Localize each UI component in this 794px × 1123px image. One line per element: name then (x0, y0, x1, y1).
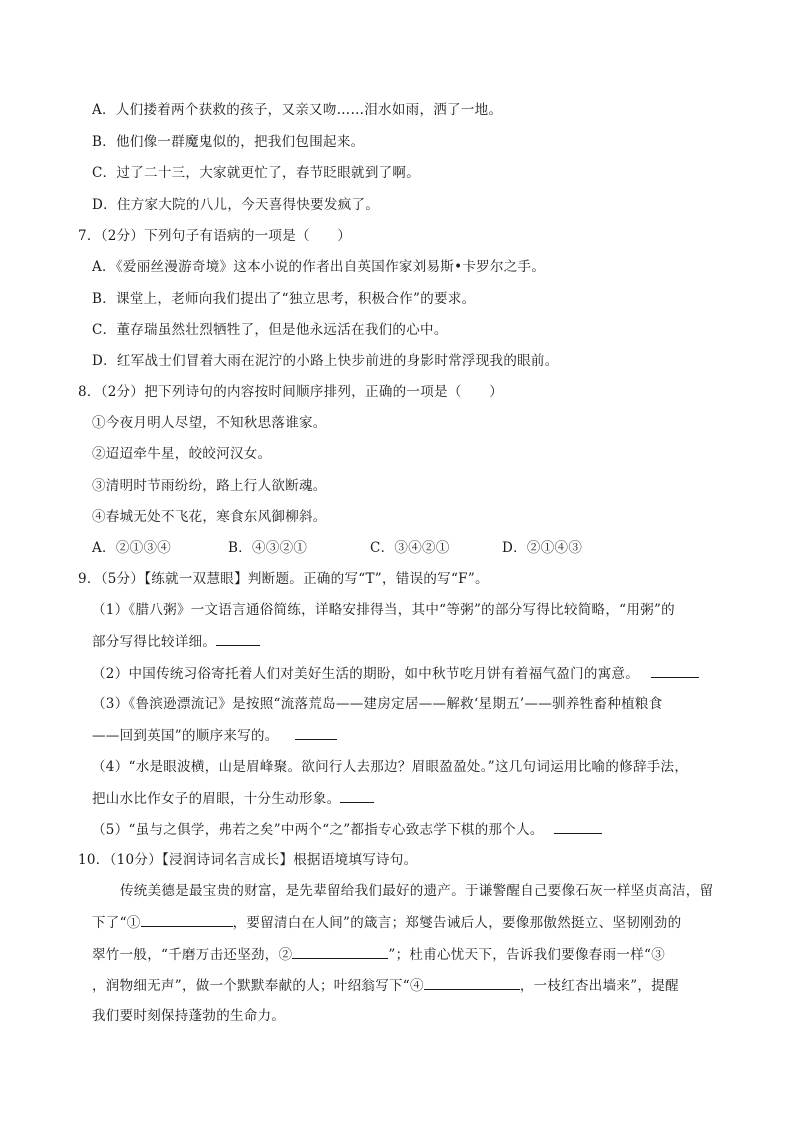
q10-blank-2[interactable] (292, 945, 388, 959)
q10-blank-1[interactable] (141, 913, 233, 927)
q10-text-3a: 翠竹一般，“千磨万击还坚劲，② (92, 947, 293, 963)
q6-option-b: B．他们像一群魔鬼似的，把我们包围起来。 (92, 134, 365, 150)
q9-item-2 (92, 664, 699, 683)
q7-option-d: D．红军战士们冒着大雨在泥泞的小路上快步前进的身影时常浮现我的眼前。 (92, 353, 559, 369)
q9-item-2-text: （2）中国传统习俗寄托着人们对美好生活的期盼，如中秋节吃月饼有着福气盈门的寓意。 (92, 666, 640, 682)
q10-paragraph-line-4 (92, 976, 679, 995)
q6-option-d: D．住方家大院的八儿，今天喜得快要发疯了。 (92, 197, 380, 213)
q8-choice-a: A．②①③④ (92, 540, 172, 556)
q8-stem: 8．（2分）把下列诗句的内容按时间顺序排列，正确的一项是（ ） (78, 384, 504, 400)
q10-text-4b: ，一枝红杏出墙来”，提醒 (519, 978, 679, 994)
q8-choices (92, 539, 582, 557)
q10-paragraph-line-2 (92, 913, 681, 932)
q10-paragraph-line-1: 传统美德是最宝贵的财富，是先辈留给我们最好的遗产。于谦警醒自己要像石灰一样坚贞高洁，留 (120, 883, 714, 899)
q9-answer-4-blank[interactable] (340, 789, 374, 803)
q6-option-a: A．人们搂着两个获救的孩子，又亲又吻……泪水如雨，洒了一地。 (92, 102, 503, 118)
q8-choice-c: C．③④②① (370, 540, 450, 556)
q7-option-b: B．课堂上，老师向我们提出了“独立思考，积极合作”的要求。 (92, 291, 476, 307)
q8-line-2: ②迢迢牵牛星，皎皎河汉女。 (92, 446, 272, 462)
q9-answer-1-blank[interactable] (216, 632, 260, 646)
q9-item-4-cont (92, 789, 374, 808)
q8-line-1: ①今夜月明人尽望，不知秋思落谁家。 (92, 415, 327, 431)
q9-answer-5-blank[interactable] (554, 820, 602, 834)
q10-stem: 10．（10分）【浸润诗词名言成长】根据语境填写诗句。 (78, 852, 418, 868)
q9-item-1: （1）《腊八粥》一文语言通俗简练，详略安排得当，其中“等粥”的部分写得比较简略，“用粥”的 (92, 602, 675, 618)
q10-paragraph-line-5: 我们要时刻保持蓬勃的生命力。 (92, 1008, 286, 1024)
q10-paragraph-line-3 (92, 945, 665, 964)
q10-text-4a: ，润物细无声”，做一个默默奉献的人；叶绍翁写下“④ (92, 978, 424, 994)
q8-choice-d: D．②①④③ (502, 540, 583, 556)
q9-item-3: （3）《鲁滨逊漂流记》是按照“流落荒岛——建房定居——解救‘星期五’——驯养牲畜种植粮食 (92, 696, 663, 712)
q8-line-3: ③清明时节雨纷纷，路上行人欲断魂。 (92, 478, 327, 494)
q7-option-a: A．《爱丽丝漫游奇境》这本小说的作者出自英国作家刘易斯•卡罗尔之手。 (92, 259, 546, 275)
q9-item-5 (92, 820, 602, 839)
q10-text-2a: 下了“① (92, 915, 141, 931)
q9-item-3-cont (92, 726, 337, 745)
q9-item-4: （4）“水是眼波横，山是眉峰聚。欲问行人去那边？眉眼盈盈处。”这几句词运用比喻的修辞手法， (92, 759, 689, 775)
q10-text-3b: ”；杜甫心忧天下，告诉我们要像春雨一样“③ (388, 947, 666, 963)
q9-item-5-text: （5）“虽与之俱学，弗若之矣”中两个“之”都指专心致志学下棋的那个人。 (92, 822, 544, 838)
q6-option-c: C．过了二十三，大家就更忙了，春节眨眼就到了啊。 (92, 165, 421, 181)
q9-item-4-text: 把山水比作女子的眉眼，十分生动形象。 (92, 791, 341, 807)
q9-item-1-cont (92, 632, 260, 651)
q9-answer-3-blank[interactable] (295, 726, 337, 740)
q8-line-4: ④春城无处不飞花，寒食东风御柳斜。 (92, 509, 327, 525)
q9-stem: 9．（5分）【练就一双慧眼】判断题。正确的写“T”，错误的写“F”。 (78, 571, 489, 587)
q10-text-2b: ，要留清白在人间”的箴言；郑燮告诫后人，要像那傲然挺立、坚韧刚劲的 (232, 915, 682, 931)
q9-item-3-text: ——回到英国”的顺序来写的。 (92, 728, 279, 744)
q8-choice-b: B．④③②① (228, 540, 308, 556)
q7-option-c: C．董存瑞虽然壮烈牺牲了，但是他永远活在我们的心中。 (92, 322, 448, 338)
q7-stem: 7．（2分）下列句子有语病的一项是（ ） (78, 228, 352, 244)
q9-answer-2-blank[interactable] (651, 664, 699, 678)
q9-item-1-text: 部分写得比较详细。 (92, 634, 217, 650)
q10-blank-4[interactable] (424, 976, 520, 990)
